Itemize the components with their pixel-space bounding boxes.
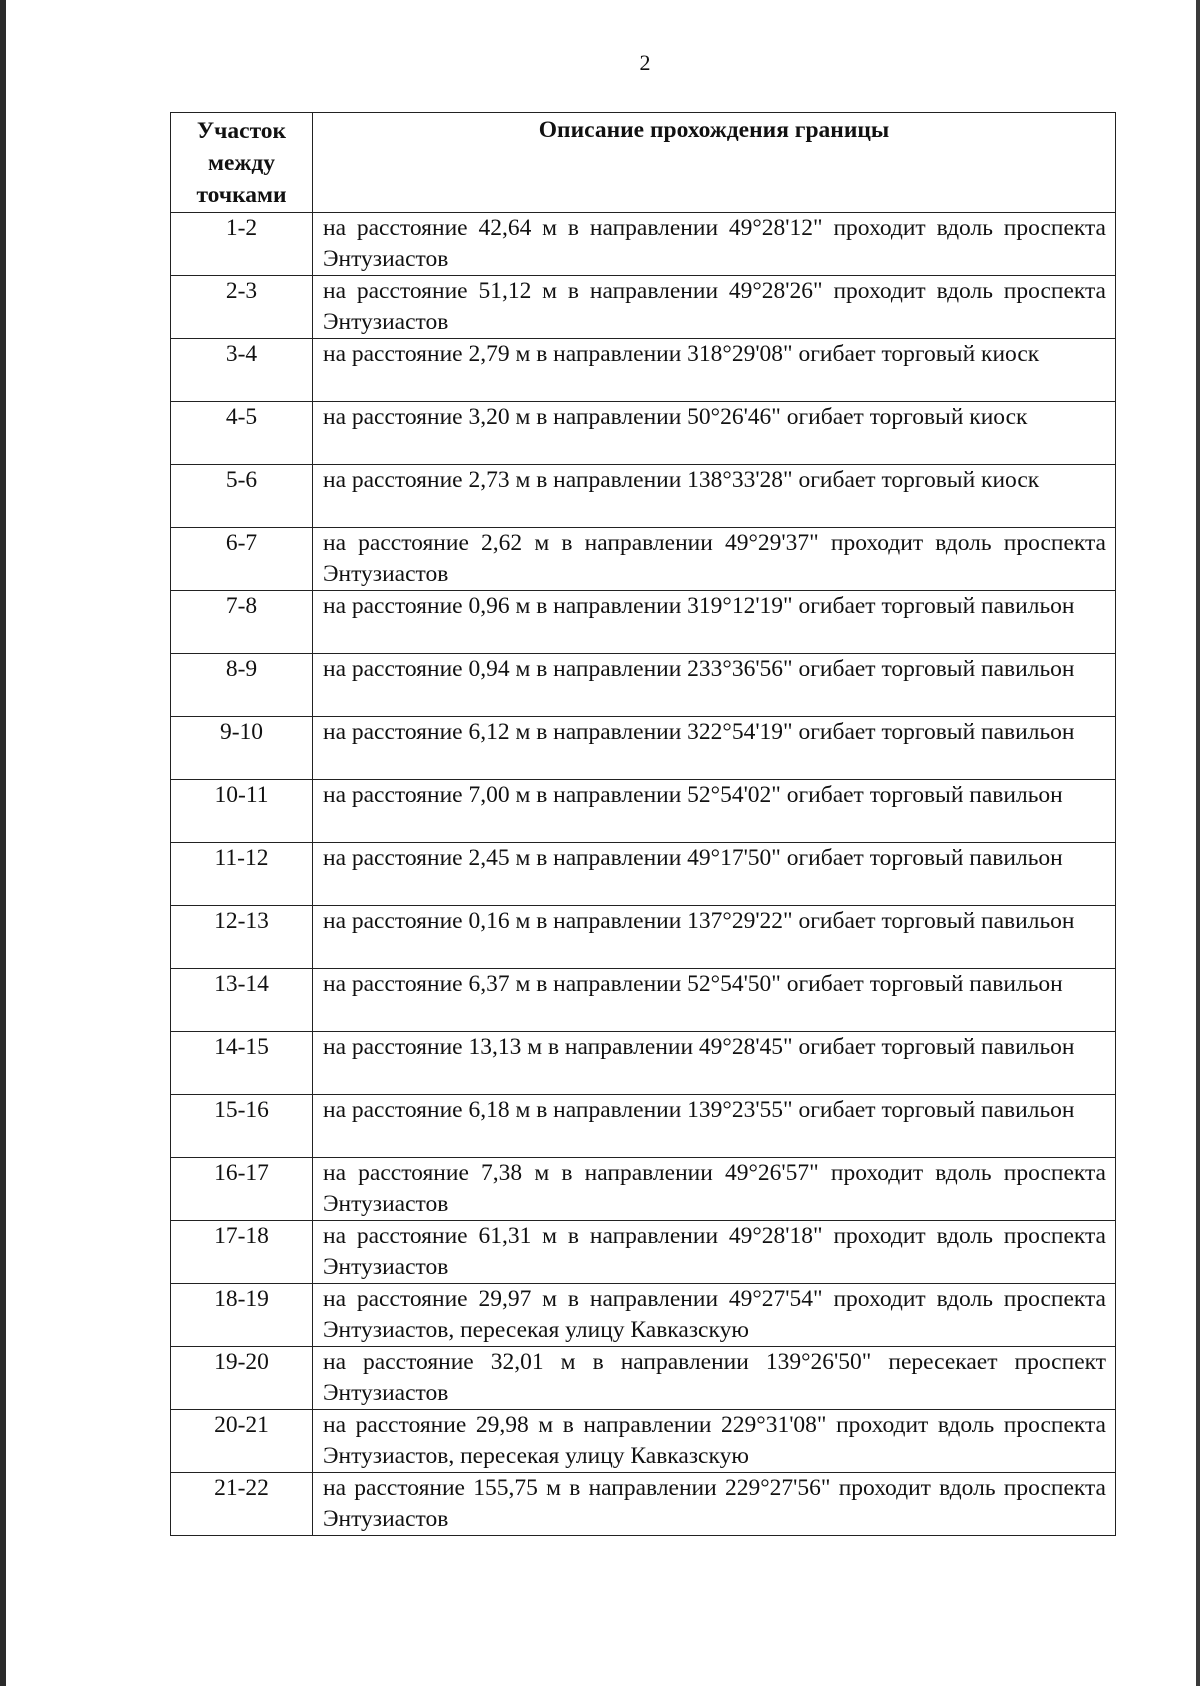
description-cell: на расстояние 2,62 м в направлении 49°29'37" проходит вдоль проспекта Энтузиастов [313,528,1116,591]
segment-cell: 20-21 [171,1410,313,1473]
description-cell: на расстояние 0,16 м в направлении 137°29'22" огибает торговый павильон [313,906,1116,969]
segment-cell: 14-15 [171,1032,313,1095]
table-row [171,1347,1116,1410]
table-header-row [171,113,1116,213]
description-cell: на расстояние 0,94 м в направлении 233°36'56" огибает торговый павильон [313,654,1116,717]
description-cell: на расстояние 6,18 м в направлении 139°23'55" огибает торговый павильон [313,1095,1116,1158]
description-cell: на расстояние 51,12 м в направлении 49°28'26" проходит вдоль проспекта Энтузиастов [313,276,1116,339]
table-row [171,906,1116,969]
boundary-table [170,112,1116,1536]
segment-cell: 19-20 [171,1347,313,1410]
table-row [171,1221,1116,1284]
description-cell: на расстояние 6,12 м в направлении 322°54'19" огибает торговый павильон [313,717,1116,780]
table-row [171,654,1116,717]
table-row [171,969,1116,1032]
segment-cell: 21-22 [171,1473,313,1536]
description-cell: на расстояние 29,97 м в направлении 49°27'54" проходит вдоль проспекта Энтузиастов, пересекая улицу Кавказскую [313,1284,1116,1347]
table-row [171,591,1116,654]
table-row [171,1284,1116,1347]
segment-cell: 1-2 [171,213,313,276]
description-cell: на расстояние 2,73 м в направлении 138°33'28" огибает торговый киоск [313,465,1116,528]
description-cell: на расстояние 7,38 м в направлении 49°26'57" проходит вдоль проспекта Энтузиастов [313,1158,1116,1221]
table-row [171,465,1116,528]
scan-edge-right [1196,0,1200,1686]
description-cell: на расстояние 2,79 м в направлении 318°29'08" огибает торговый киоск [313,339,1116,402]
scan-edge-left [0,0,6,1686]
table-row [171,1095,1116,1158]
segment-cell: 18-19 [171,1284,313,1347]
description-cell: на расстояние 61,31 м в направлении 49°28'18" проходит вдоль проспекта Энтузиастов [313,1221,1116,1284]
description-cell: на расстояние 3,20 м в направлении 50°26'46" огибает торговый киоск [313,402,1116,465]
segment-cell: 3-4 [171,339,313,402]
table-row [171,1032,1116,1095]
table-row [171,1158,1116,1221]
description-cell: на расстояние 2,45 м в направлении 49°17'50" огибает торговый павильон [313,843,1116,906]
segment-cell: 16-17 [171,1158,313,1221]
description-cell: на расстояние 0,96 м в направлении 319°12'19" огибает торговый павильон [313,591,1116,654]
segment-cell: 13-14 [171,969,313,1032]
segment-cell: 11-12 [171,843,313,906]
segment-cell: 10-11 [171,780,313,843]
segment-cell: 15-16 [171,1095,313,1158]
description-cell: на расстояние 42,64 м в направлении 49°28'12" проходит вдоль проспекта Энтузиастов [313,213,1116,276]
description-cell: на расстояние 155,75 м в направлении 229°27'56" проходит вдоль проспекта Энтузиастов [313,1473,1116,1536]
segment-cell: 9-10 [171,717,313,780]
segment-cell: 5-6 [171,465,313,528]
segment-cell: 8-9 [171,654,313,717]
table-row [171,213,1116,276]
segment-cell: 6-7 [171,528,313,591]
description-cell: на расстояние 13,13 м в направлении 49°28'45" огибает торговый павильон [313,1032,1116,1095]
table-row [171,276,1116,339]
table-row [171,339,1116,402]
description-cell: на расстояние 6,37 м в направлении 52°54'50" огибает торговый павильон [313,969,1116,1032]
segment-cell: 2-3 [171,276,313,339]
description-cell: на расстояние 29,98 м в направлении 229°31'08" проходит вдоль проспекта Энтузиастов, пересекая улицу Кавказскую [313,1410,1116,1473]
table-row [171,402,1116,465]
table-row [171,1473,1116,1536]
table-row [171,843,1116,906]
header-description: Описание прохождения границы [313,113,1116,213]
table-row [171,717,1116,780]
description-cell: на расстояние 7,00 м в направлении 52°54'02" огибает торговый павильон [313,780,1116,843]
segment-cell: 7-8 [171,591,313,654]
segment-cell: 17-18 [171,1221,313,1284]
table-body [171,213,1116,1536]
segment-cell: 12-13 [171,906,313,969]
description-cell: на расстояние 32,01 м в направлении 139°26'50" пересекает проспект Энтузиастов [313,1347,1116,1410]
page-number: 2 [639,50,651,75]
table-row [171,1410,1116,1473]
segment-cell: 4-5 [171,402,313,465]
header-segment: Участок между точками [171,113,313,213]
table-row [171,780,1116,843]
table-row [171,528,1116,591]
